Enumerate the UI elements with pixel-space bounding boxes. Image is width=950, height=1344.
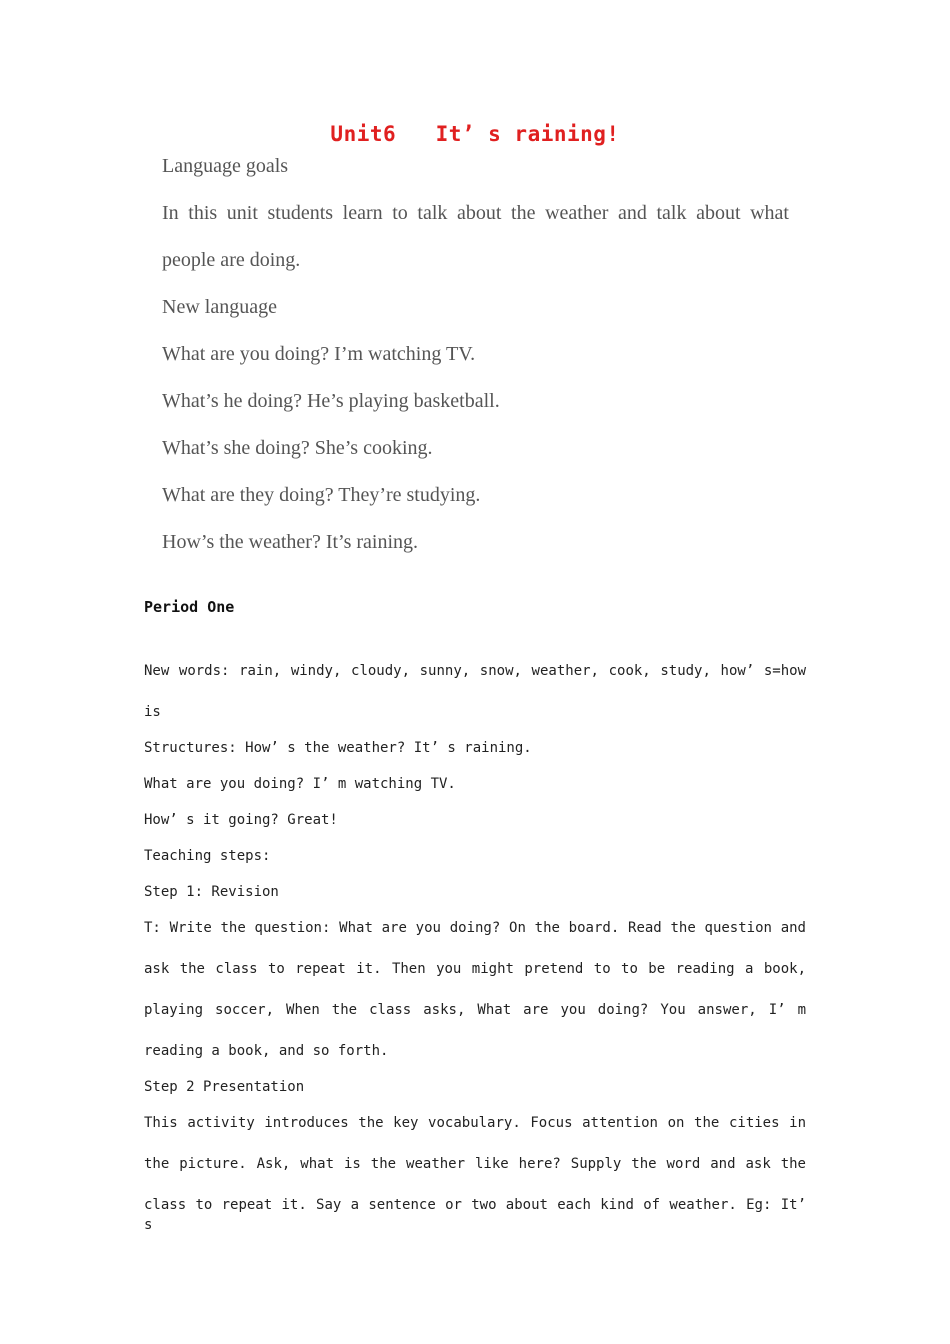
language-sentence: What’s she doing? She’s cooking. bbox=[162, 437, 433, 459]
goals-description-line: In this unit students learn to talk about the weather and talk about what bbox=[162, 202, 789, 224]
step2-heading bbox=[144, 1077, 806, 1097]
new-words-line: New words: rain, windy, cloudy, sunny, snow, weather, cook, study, how’ s=how bbox=[144, 663, 806, 679]
step-heading-text: Step 2 Presentation bbox=[144, 1079, 305, 1095]
step1-paragraph bbox=[144, 1000, 806, 1020]
teaching-steps-text: Teaching steps: bbox=[144, 848, 271, 864]
paragraph-line: playing soccer, When the class asks, What are you doing? You answer, I’ m bbox=[144, 1002, 806, 1018]
step1-paragraph bbox=[144, 918, 806, 938]
step1-paragraph bbox=[144, 959, 806, 979]
paragraph-line: class to repeat it. Say a sentence or two about each kind of weather. Eg: It’ s bbox=[144, 1197, 806, 1233]
new-words-continuation bbox=[144, 702, 806, 722]
language-goals-heading: Language goals bbox=[162, 155, 289, 177]
step2-paragraph bbox=[144, 1195, 806, 1235]
paragraph-line: the picture. Ask, what is the weather like here? Supply the word and ask the bbox=[144, 1156, 806, 1172]
structure-line bbox=[144, 810, 806, 830]
page-title: Unit6 It’ s raining! bbox=[330, 122, 620, 146]
step-heading-text: Step 1: Revision bbox=[144, 884, 279, 900]
period-heading: Period One bbox=[144, 598, 235, 616]
language-sentence: What are you doing? I’m watching TV. bbox=[162, 343, 476, 365]
paragraph-line: reading a book, and so forth. bbox=[144, 1043, 389, 1059]
step2-paragraph bbox=[144, 1113, 806, 1133]
paragraph-line: T: Write the question: What are you doing? On the board. Read the question and bbox=[144, 920, 806, 936]
step1-heading bbox=[144, 882, 806, 902]
new-words-paragraph bbox=[144, 661, 806, 681]
paragraph-line: This activity introduces the key vocabulary. Focus attention on the cities in bbox=[144, 1115, 806, 1131]
language-sentence: What are they doing? They’re studying. bbox=[162, 484, 481, 506]
new-language-heading: New language bbox=[162, 296, 277, 318]
new-words-line: is bbox=[144, 704, 161, 720]
goals-description-line: people are doing. bbox=[162, 249, 301, 271]
language-sentence: How’s the weather? It’s raining. bbox=[162, 531, 419, 553]
structures-line bbox=[144, 738, 806, 758]
step1-paragraph bbox=[144, 1041, 806, 1061]
structure-text: How’ s it going? Great! bbox=[144, 812, 338, 828]
structure-text: Structures: How’ s the weather? It’ s raining. bbox=[144, 740, 532, 756]
teaching-steps-label bbox=[144, 846, 806, 866]
structure-line bbox=[144, 774, 806, 794]
step2-paragraph bbox=[144, 1154, 806, 1174]
language-goals-section bbox=[162, 150, 812, 573]
structure-text: What are you doing? I’ m watching TV. bbox=[144, 776, 456, 792]
language-sentence: What’s he doing? He’s playing basketball. bbox=[162, 390, 500, 412]
paragraph-line: ask the class to repeat it. Then you might pretend to to be reading a book, bbox=[144, 961, 806, 977]
